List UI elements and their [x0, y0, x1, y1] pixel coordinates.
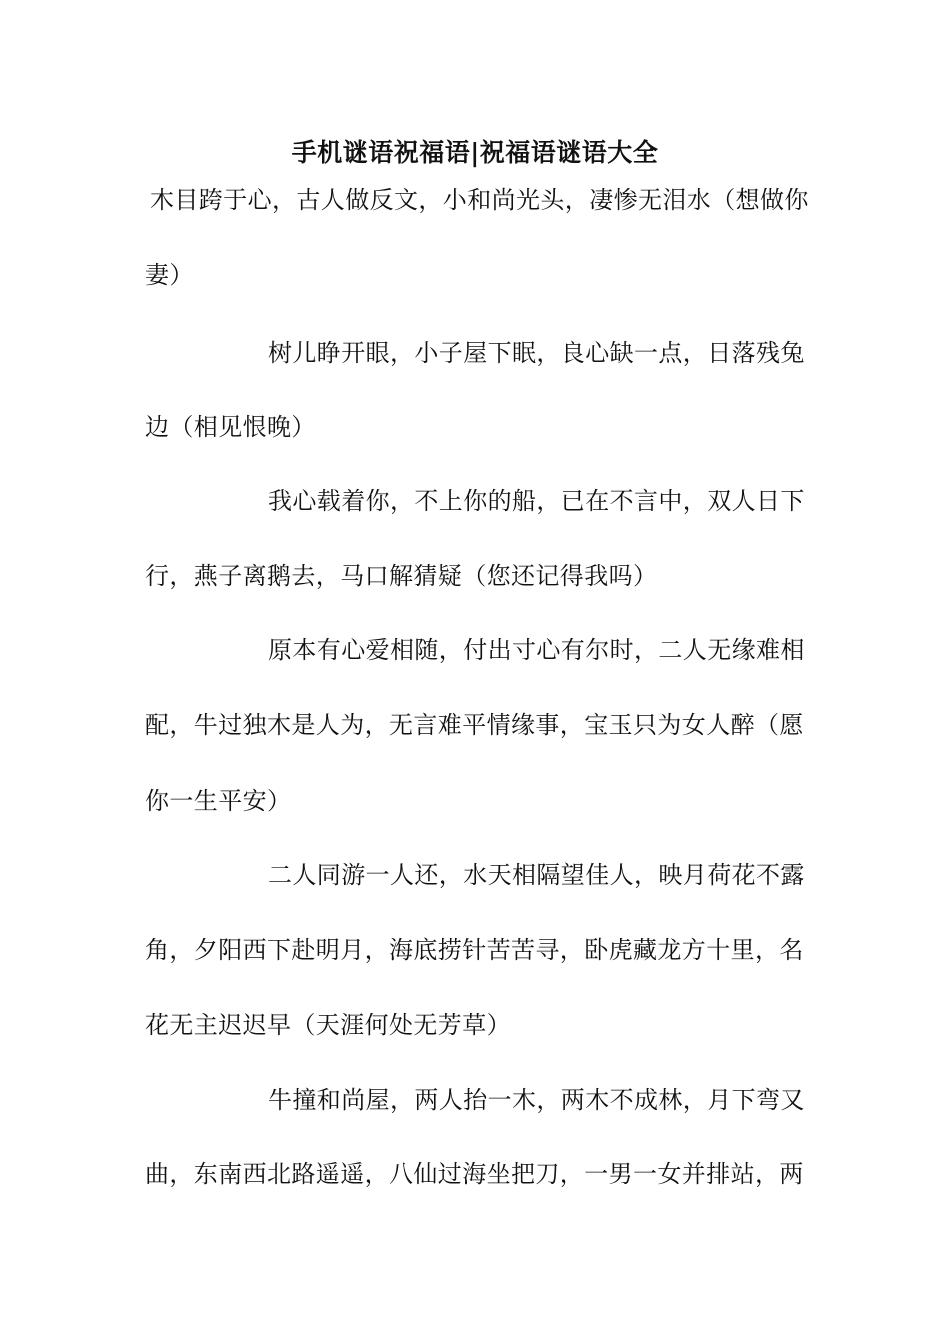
text-line: 曲，东南西北路遥遥，八仙过海坐把刀，一男一女并排站，两	[145, 1160, 804, 1188]
text-line: 我心载着你，不上你的船，已在不言中，双人日下	[268, 487, 805, 515]
text-line: 你一生平安）	[145, 787, 292, 815]
text-line: 二人同游一人还，水天相隔望佳人，映月荷花不露	[268, 861, 805, 889]
text-line: 木目跨于心，古人做反文，小和尚光头，凄惨无泪水（想做你	[150, 186, 809, 214]
text-line: 角，夕阳西下赴明月，海底捞针苦苦寻，卧虎藏龙方十里，名	[145, 936, 804, 964]
text-line: 边（相见恨晚）	[145, 413, 316, 441]
text-line: 行，燕子离鹅去，马口解猜疑（您还记得我吗）	[145, 562, 658, 590]
text-line: 妻）	[145, 261, 194, 289]
text-line: 牛撞和尚屋，两人抬一木，两木不成林，月下弯又	[268, 1086, 805, 1114]
text-line: 花无主迟迟早（天涯何处无芳草）	[145, 1011, 511, 1039]
text-line: 配，牛过独木是人为，无言难平情缘事，宝玉只为女人醉（愿	[145, 711, 804, 739]
text-line: 原本有心爱相随，付出寸心有尔时，二人无缘难相	[268, 636, 805, 664]
document-title: 手机谜语祝福语|祝福语谜语大全	[291, 138, 659, 167]
text-line: 树儿睁开眼，小子屋下眠，良心缺一点，日落残兔	[268, 339, 805, 367]
